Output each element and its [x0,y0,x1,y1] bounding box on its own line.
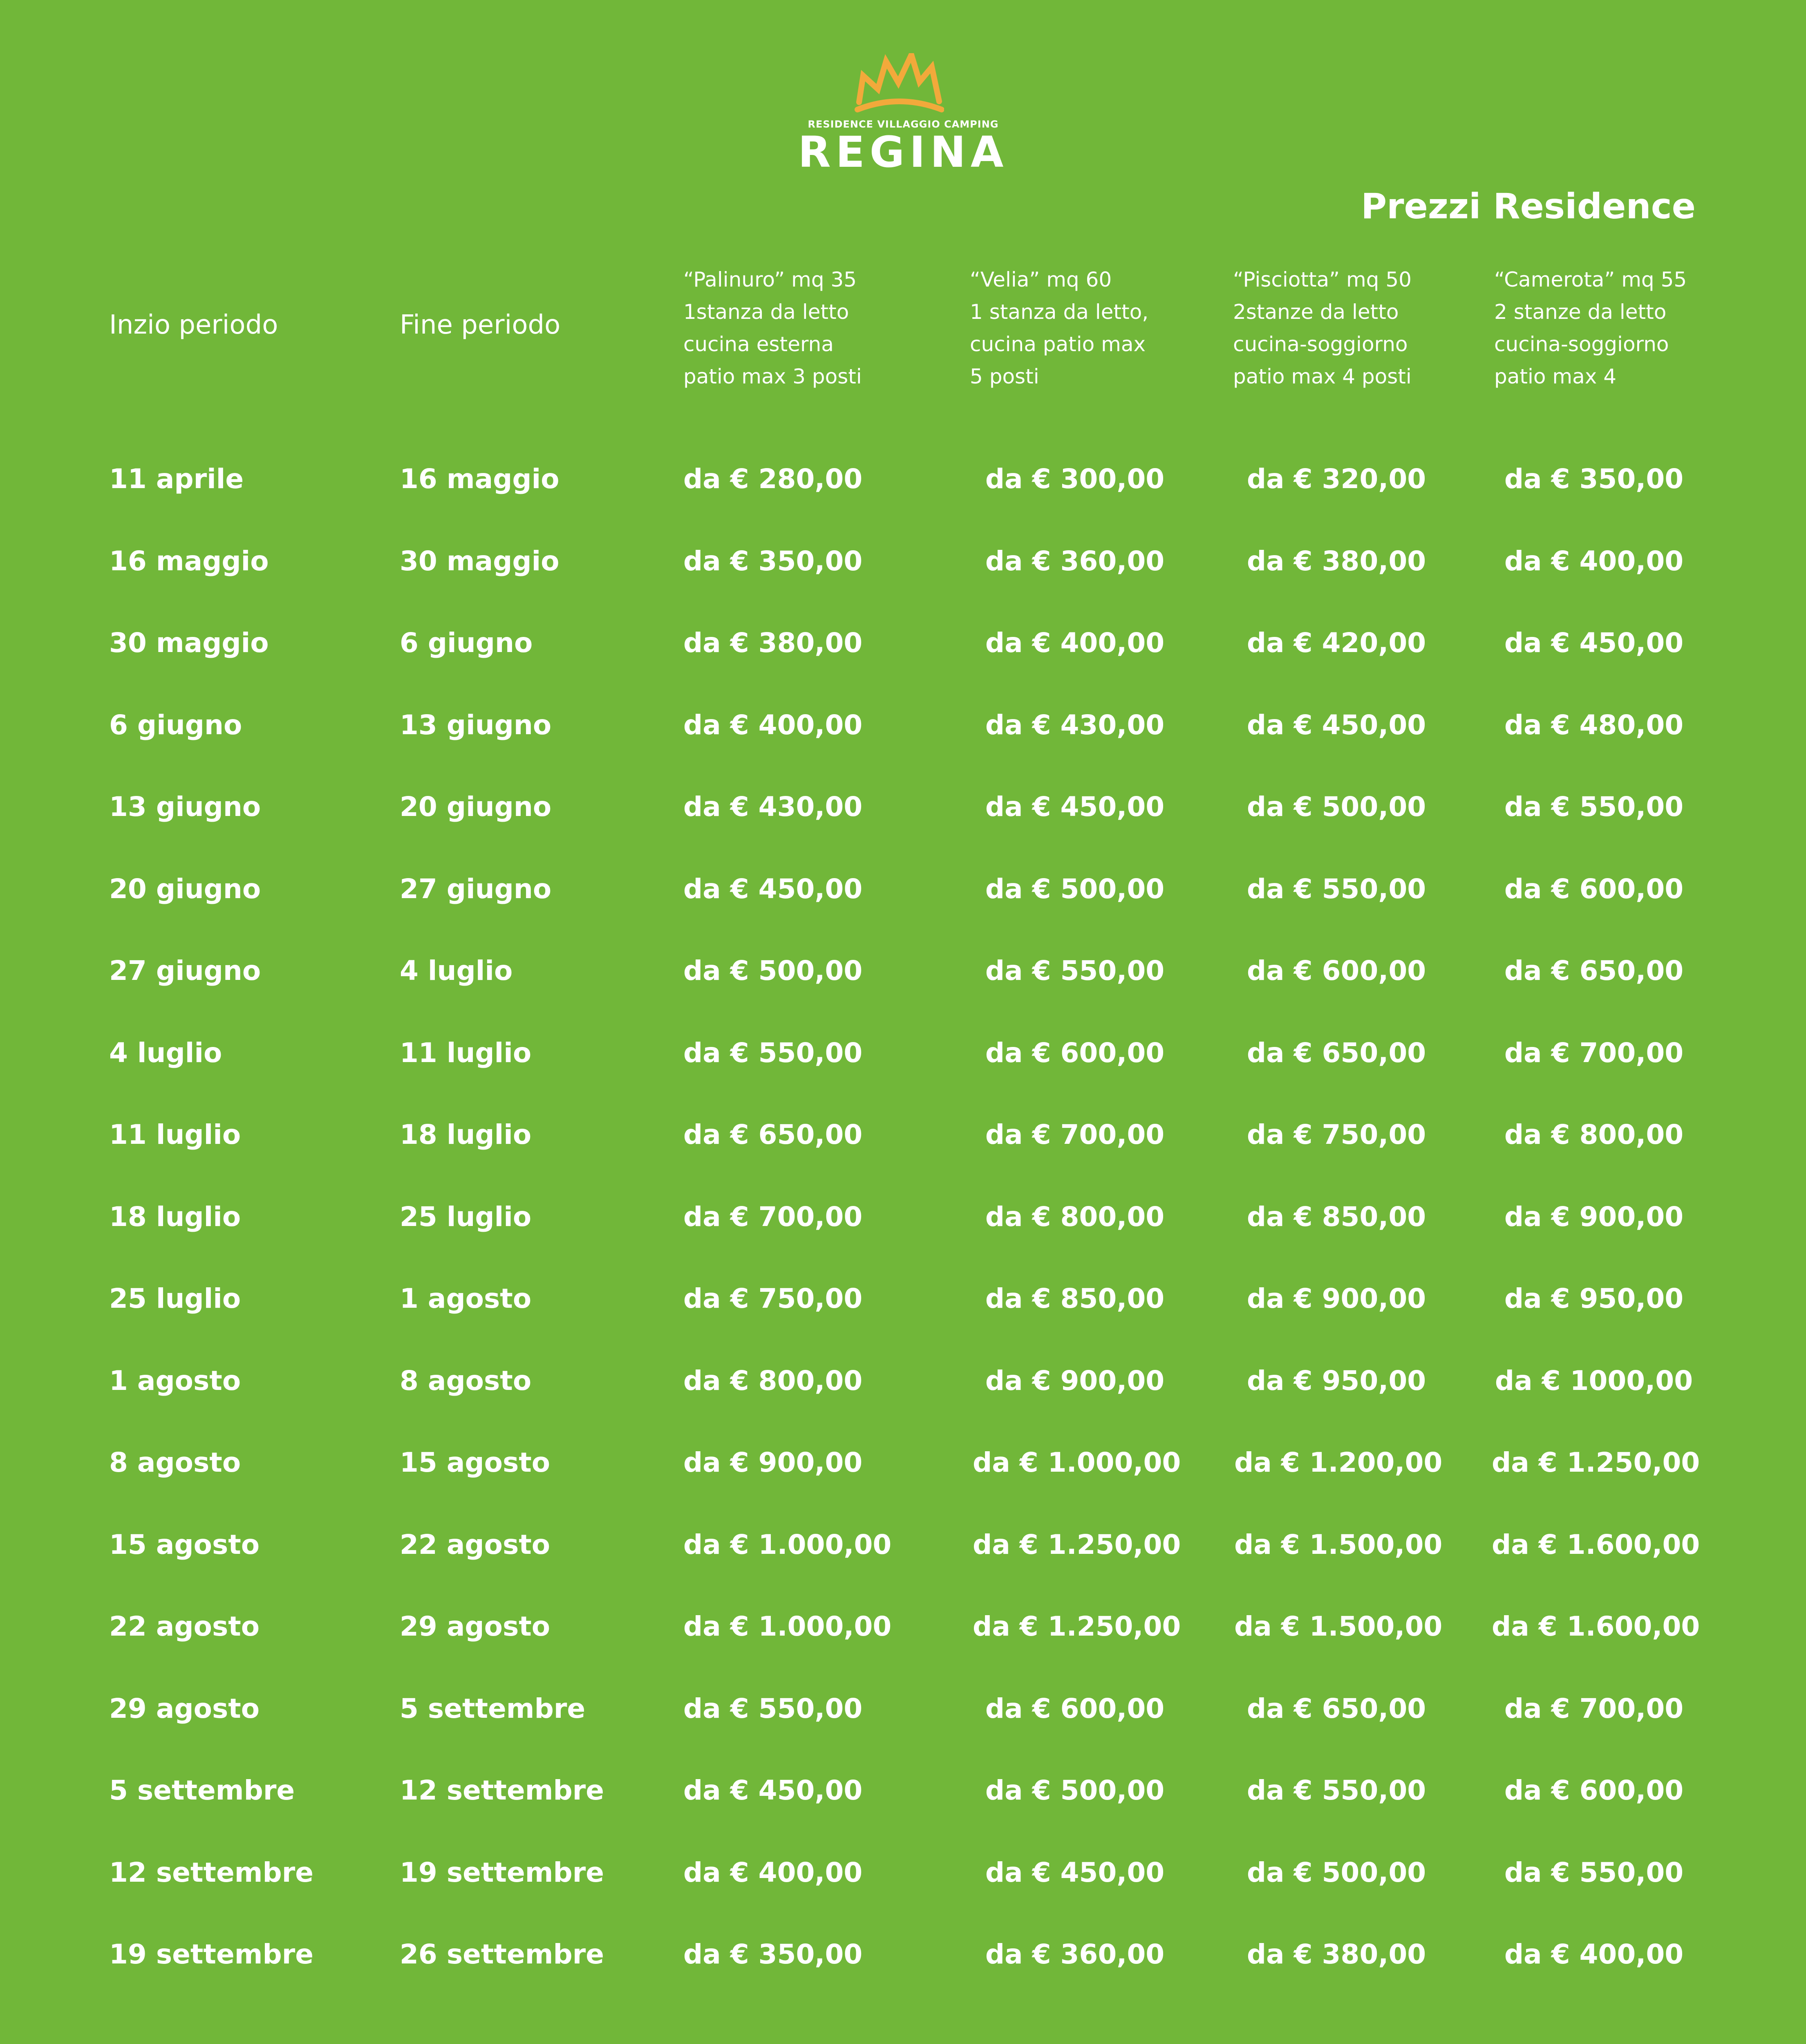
price-palinuro: da € 280,00 [683,463,863,495]
unit-header-pisciotta [1233,264,1412,393]
period-end: 6 giugno [400,627,533,659]
period-start: 27 giugno [109,955,261,986]
price-palinuro: da € 350,00 [683,545,863,577]
price-palinuro: da € 400,00 [683,709,863,741]
period-start: 6 giugno [109,709,242,741]
price-camerota: da € 1.250,00 [1492,1447,1700,1478]
unit-header-velia [970,264,1148,393]
table-row [0,1848,1806,1930]
price-camerota: da € 400,00 [1504,1939,1684,1970]
period-end: 30 maggio [400,545,559,577]
period-start: 1 agosto [109,1365,241,1396]
price-palinuro: da € 700,00 [683,1201,863,1233]
price-pisciotta: da € 750,00 [1247,1119,1426,1150]
price-camerota: da € 650,00 [1504,955,1684,986]
period-start: 4 luglio [109,1037,222,1069]
price-camerota: da € 600,00 [1504,873,1684,905]
unit-header-line: cucina-soggiorno [1494,332,1669,356]
table-row [0,1602,1806,1684]
price-pisciotta: da € 850,00 [1247,1201,1426,1233]
price-velia: da € 1.250,00 [973,1529,1181,1560]
price-velia: da € 360,00 [985,545,1165,577]
period-end: 16 maggio [400,463,559,495]
unit-header-line: “Velia” mq 60 [970,268,1112,291]
price-palinuro: da € 800,00 [683,1365,863,1396]
price-velia: da € 450,00 [985,1856,1165,1888]
period-end: 12 settembre [400,1775,604,1806]
unit-header-camerota [1494,264,1687,393]
unit-header-line: 2 stanze da letto [1494,300,1667,324]
price-pisciotta: da € 550,00 [1247,873,1426,905]
price-velia: da € 900,00 [985,1365,1165,1396]
table-row [0,782,1806,865]
period-end: 11 luglio [400,1037,532,1069]
price-camerota: da € 1000,00 [1495,1365,1693,1396]
period-end: 25 luglio [400,1201,532,1233]
table-row [0,1766,1806,1848]
period-end: 29 agosto [400,1611,551,1642]
table-row [0,701,1806,783]
table-row [0,455,1806,537]
table-row [0,1520,1806,1602]
period-start: 30 maggio [109,627,269,659]
price-rows [0,455,1806,2012]
period-end: 26 settembre [400,1939,604,1970]
price-pisciotta: da € 450,00 [1247,709,1426,741]
table-row [0,1684,1806,1766]
price-velia: da € 360,00 [985,1939,1165,1970]
period-start: 29 agosto [109,1692,260,1724]
table-row [0,1930,1806,2012]
price-palinuro: da € 550,00 [683,1037,863,1069]
period-start: 11 luglio [109,1119,241,1150]
price-velia: da € 550,00 [985,955,1165,986]
unit-header-line: cucina patio max [970,332,1146,356]
price-velia: da € 430,00 [985,709,1165,741]
unit-header-line: 1stanza da letto [683,300,849,324]
period-start: 11 aprile [109,463,244,495]
period-start: 8 agosto [109,1447,241,1478]
price-pisciotta: da € 550,00 [1247,1775,1426,1806]
period-start: 12 settembre [109,1856,314,1888]
period-start: 15 agosto [109,1529,260,1560]
crown-icon [854,53,944,114]
price-camerota: da € 700,00 [1504,1037,1684,1069]
table-row [0,1438,1806,1520]
price-pisciotta: da € 500,00 [1247,1856,1426,1888]
unit-header-line: cucina esterna [683,332,834,356]
period-end: 19 settembre [400,1856,604,1888]
price-palinuro: da € 430,00 [683,791,863,823]
price-velia: da € 500,00 [985,873,1165,905]
price-pisciotta: da € 950,00 [1247,1365,1426,1396]
period-start: 20 giugno [109,873,261,905]
price-camerota: da € 700,00 [1504,1692,1684,1724]
unit-header-line: patio max 3 posti [683,365,862,388]
price-palinuro: da € 750,00 [683,1283,863,1314]
price-pisciotta: da € 1.500,00 [1234,1529,1443,1560]
price-palinuro: da € 1.000,00 [683,1611,892,1642]
price-palinuro: da € 450,00 [683,873,863,905]
period-start: 16 maggio [109,545,269,577]
period-start: 25 luglio [109,1283,241,1314]
period-end: 4 luglio [400,955,513,986]
price-velia: da € 1.250,00 [973,1611,1181,1642]
logo-subtitle: RESIDENCE VILLAGGIO CAMPING [808,119,999,130]
period-start: 13 giugno [109,791,261,823]
unit-header-line: 1 stanza da letto, [970,300,1149,324]
price-velia: da € 600,00 [985,1692,1165,1724]
price-palinuro: da € 900,00 [683,1447,863,1478]
period-end: 1 agosto [400,1283,532,1314]
price-pisciotta: da € 500,00 [1247,791,1426,823]
price-pisciotta: da € 320,00 [1247,463,1426,495]
column-header-start: Inzio periodo [109,310,278,340]
price-camerota: da € 600,00 [1504,1775,1684,1806]
period-end: 15 agosto [400,1447,551,1478]
price-pisciotta: da € 1.200,00 [1234,1447,1443,1478]
price-velia: da € 1.000,00 [973,1447,1181,1478]
period-end: 5 settembre [400,1692,586,1724]
table-row [0,1192,1806,1275]
price-palinuro: da € 1.000,00 [683,1529,892,1560]
period-end: 22 agosto [400,1529,551,1560]
price-palinuro: da € 450,00 [683,1775,863,1806]
unit-header-line: cucina-soggiorno [1233,332,1408,356]
price-velia: da € 400,00 [985,627,1165,659]
unit-header-line: patio max 4 [1494,365,1616,388]
unit-header-line: 5 posti [970,365,1039,388]
table-row [0,1356,1806,1439]
price-camerota: da € 900,00 [1504,1201,1684,1233]
price-camerota: da € 800,00 [1504,1119,1684,1150]
period-start: 5 settembre [109,1775,295,1806]
price-velia: da € 500,00 [985,1775,1165,1806]
price-camerota: da € 400,00 [1504,545,1684,577]
price-camerota: da € 350,00 [1504,463,1684,495]
unit-header-line: patio max 4 posti [1233,365,1412,388]
price-pisciotta: da € 900,00 [1247,1283,1426,1314]
price-palinuro: da € 550,00 [683,1692,863,1724]
regina-logo [772,53,1034,176]
period-end: 20 giugno [400,791,552,823]
unit-header-line: “Camerota” mq 55 [1494,268,1687,291]
period-end: 13 giugno [400,709,552,741]
price-palinuro: da € 400,00 [683,1856,863,1888]
price-velia: da € 800,00 [985,1201,1165,1233]
price-camerota: da € 1.600,00 [1492,1611,1700,1642]
price-camerota: da € 550,00 [1504,1856,1684,1888]
period-end: 18 luglio [400,1119,532,1150]
price-palinuro: da € 350,00 [683,1939,863,1970]
table-row [0,1029,1806,1111]
logo-name: REGINA [798,127,1009,177]
table-row [0,1110,1806,1192]
price-pisciotta: da € 650,00 [1247,1037,1426,1069]
price-velia: da € 600,00 [985,1037,1165,1069]
column-header-end: Fine periodo [400,310,561,340]
page-title: Prezzi Residence [1361,186,1696,227]
price-palinuro: da € 380,00 [683,627,863,659]
price-pisciotta: da € 650,00 [1247,1692,1426,1724]
price-velia: da € 300,00 [985,463,1165,495]
period-start: 19 settembre [109,1939,314,1970]
price-velia: da € 700,00 [985,1119,1165,1150]
table-row [0,865,1806,947]
price-camerota: da € 550,00 [1504,791,1684,823]
price-velia: da € 450,00 [985,791,1165,823]
price-pisciotta: da € 380,00 [1247,1939,1426,1970]
table-row [0,1274,1806,1356]
table-row [0,619,1806,701]
price-palinuro: da € 500,00 [683,955,863,986]
unit-header-palinuro [683,264,862,393]
period-end: 27 giugno [400,873,552,905]
price-velia: da € 850,00 [985,1283,1165,1314]
price-camerota: da € 450,00 [1504,627,1684,659]
unit-header-line: 2stanze da letto [1233,300,1399,324]
price-pisciotta: da € 380,00 [1247,545,1426,577]
table-row [0,946,1806,1029]
price-camerota: da € 480,00 [1504,709,1684,741]
unit-header-line: “Palinuro” mq 35 [683,268,857,291]
price-pisciotta: da € 1.500,00 [1234,1611,1443,1642]
period-end: 8 agosto [400,1365,532,1396]
price-pisciotta: da € 600,00 [1247,955,1426,986]
price-palinuro: da € 650,00 [683,1119,863,1150]
period-start: 22 agosto [109,1611,260,1642]
price-camerota: da € 1.600,00 [1492,1529,1700,1560]
period-start: 18 luglio [109,1201,241,1233]
unit-header-line: “Pisciotta” mq 50 [1233,268,1412,291]
price-camerota: da € 950,00 [1504,1283,1684,1314]
price-pisciotta: da € 420,00 [1247,627,1426,659]
table-row [0,537,1806,619]
